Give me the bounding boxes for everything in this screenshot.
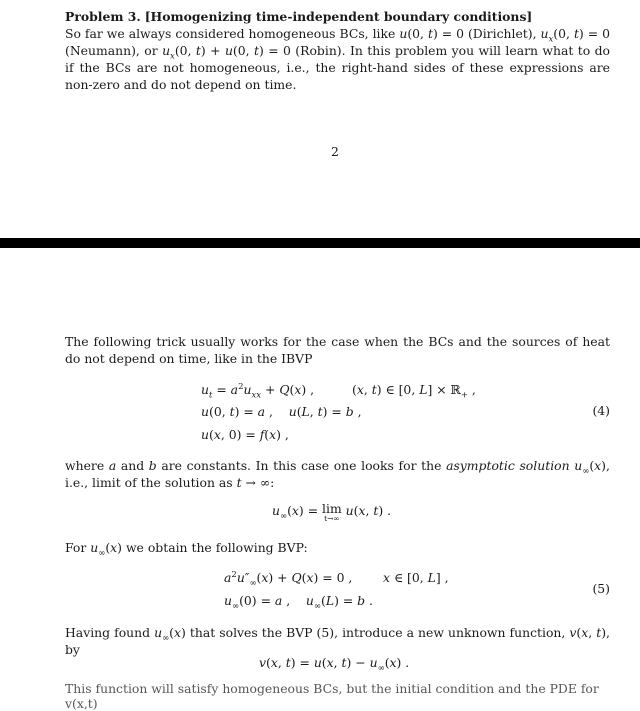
- paragraph-asymptotic: [65, 457, 610, 491]
- equation-number-4: (4): [592, 403, 610, 418]
- paragraph-new-function: Having found $u_\infty(x)$ that solves the BVP (5), introduce a new unknown function, v(x, t), by: [65, 625, 610, 657]
- asymptotic-solution-term: asymptotic solution: [446, 458, 570, 473]
- limit-equation: $u_\infty(x) = \lim$ t→∞ u(x, t) .: [272, 501, 392, 523]
- ibvp-domain: (x, t) ∈ [0, L] × ℝ$_+$ ,: [352, 382, 476, 401]
- bvp-bcs: $u_\infty(0) = a$ , $u_\infty(L) = b$ .: [224, 593, 373, 612]
- ibvp-pde: $u_t = a^2u_{xx} + Q(x)$ ,: [201, 381, 315, 401]
- bvp-domain: x ∈ [0, L] ,: [383, 570, 449, 585]
- limit-subscript: t→∞: [324, 514, 340, 523]
- paragraph-trick: The following trick usually works for the case when the BCs and the sources of heat do not depend on time, like in the IBVP: [65, 334, 610, 366]
- equation-number-5: (5): [592, 581, 610, 596]
- para2-end: $u_\infty(x)$, i.e., limit of the solution as t → ∞:: [65, 458, 610, 490]
- document-page-top: [0, 0, 640, 238]
- para2-start: where a and b are constants. In this case one looks for the: [65, 458, 442, 473]
- ibvp-bcs: u(0, t) = a , u(L, t) = b ,: [201, 404, 362, 419]
- v-definition: v(x, t) = u(x, $t) - u_\infty(x)$ .: [259, 655, 410, 674]
- cutoff-text-line: This function will satisfy homogeneous BCs, but the initial condition and the PDE for v(x,t): [65, 681, 599, 711]
- limit-operator: lim t→∞: [322, 501, 342, 523]
- problem-label: Problem 3.: [65, 9, 141, 24]
- paragraph-bvp-intro: For $u_\infty(x)$ we obtain the following BVP:: [65, 540, 308, 559]
- page-separator: [0, 238, 640, 248]
- problem-title: [Homogenizing time-independent boundary conditions]: [144, 9, 533, 24]
- ibvp-ic: u(x, 0) = f(x) ,: [201, 427, 289, 442]
- bvp-ode: $a^2u''_\infty(x) + Q(x) = 0$ ,: [224, 569, 353, 589]
- problem-paragraph: [65, 8, 610, 93]
- page-number: 2: [331, 144, 339, 159]
- problem-intro: So far we always considered homogeneous BCs, like u(0, t) = 0 (Dirichlet), $u_x(0$, t) = 0 (Neumann), or $u_x(0$, t) + u(0, t) = 0 (Robin). In this problem you will learn what to do if the BCs are not homogeneous, i.e., the right-hand sides of these expressions are non-zero and do not depend on time.: [65, 26, 610, 92]
